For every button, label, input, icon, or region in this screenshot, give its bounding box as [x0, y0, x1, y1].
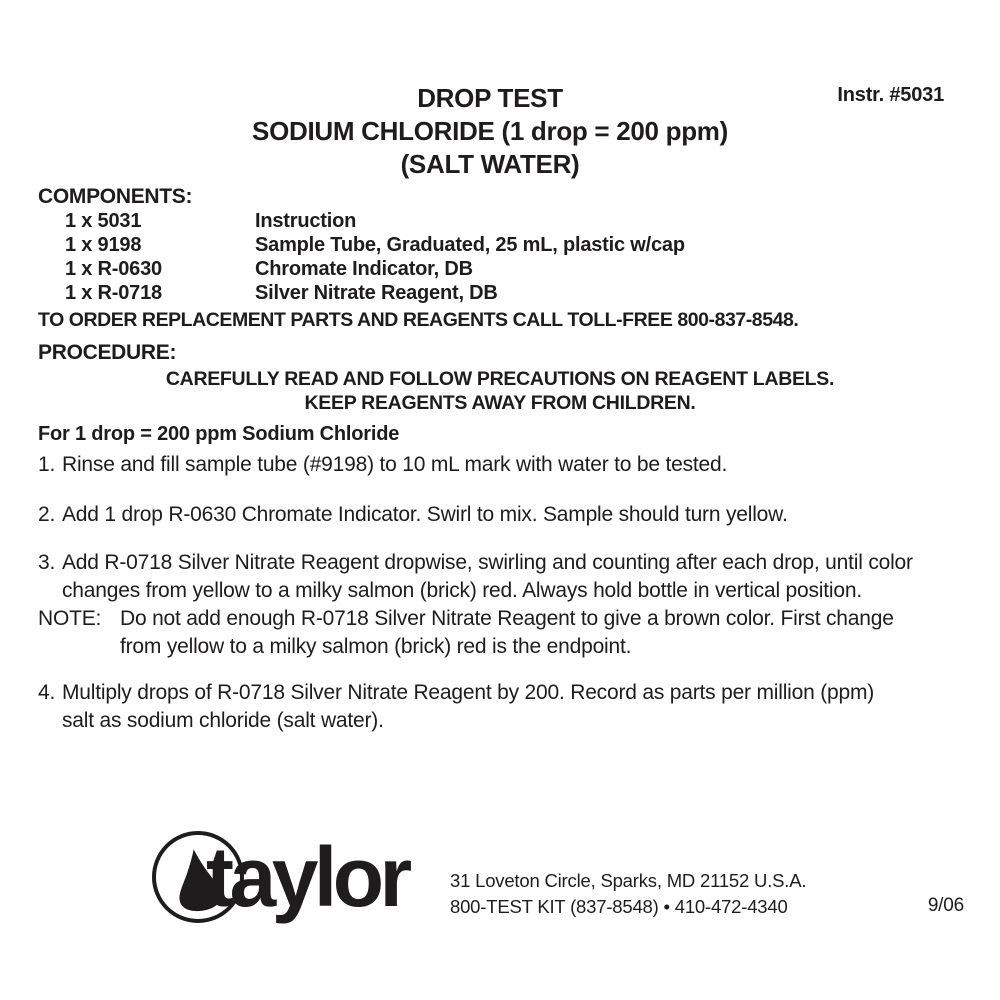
procedure-step-4: [38, 679, 962, 735]
title-line-3: (SALT WATER): [400, 149, 580, 179]
company-address: [450, 868, 806, 920]
components-heading: COMPONENTS:: [38, 185, 193, 208]
component-row: [65, 233, 962, 257]
component-desc: Instruction: [255, 210, 357, 232]
step-text: Add R-0718 Silver Nitrate Reagent dropwise, swirling and counting after each drop, until color changes from yellow to a milky salmon (brick) red. Always hold bottle in vertical position.: [62, 551, 913, 602]
document-footer: [0, 831, 1000, 971]
warning-line-1: CAREFULLY READ AND FOLLOW PRECAUTIONS ON REAGENT LABELS.: [165, 368, 835, 390]
step-text: Add 1 drop R-0630 Chromate Indicator. Swirl to mix. Sample should turn yellow.: [62, 503, 788, 526]
revision-date: 9/06: [927, 895, 964, 916]
component-qty: 1 x R-0718: [65, 282, 162, 304]
procedure-note: [38, 605, 962, 661]
title-line-2: SODIUM CHLORIDE (1 drop = 200 ppm): [252, 116, 728, 146]
component-row: [65, 257, 962, 281]
procedure-subheading: For 1 drop = 200 ppm Sodium Chloride: [38, 423, 400, 445]
step-number: 4.: [38, 681, 56, 704]
component-qty: 1 x 5031: [65, 210, 142, 232]
procedure-step-2: [38, 501, 962, 529]
components-section: [38, 185, 962, 305]
step-text: Rinse and fill sample tube (#9198) to 10 mL mark with water to be tested.: [62, 453, 728, 476]
procedure-heading: PROCEDURE:: [38, 341, 177, 364]
taylor-logo: [152, 831, 408, 923]
step-number: 2.: [38, 503, 56, 526]
component-row: [65, 209, 962, 233]
step-number: 3.: [38, 551, 56, 574]
component-desc: Chromate Indicator, DB: [255, 258, 473, 280]
note-label: NOTE:: [38, 607, 102, 630]
component-qty: 1 x R-0630: [65, 258, 162, 280]
component-qty: 1 x 9198: [65, 234, 142, 256]
logo-wordmark: taylor: [206, 830, 408, 924]
address-line-2: 800-TEST KIT (837-8548) • 410-472-4340: [450, 896, 788, 917]
component-desc: Silver Nitrate Reagent, DB: [255, 282, 498, 304]
warning-line-2: KEEP REAGENTS AWAY FROM CHILDREN.: [304, 392, 696, 414]
components-list: [38, 209, 962, 305]
procedure-step-3: [38, 549, 962, 605]
step-text: Multiply drops of R-0718 Silver Nitrate Reagent by 200. Record as parts per million (ppm) salt as sodium chloride (salt water).: [62, 681, 875, 732]
instruction-number: Instr. #5031: [837, 84, 944, 106]
component-row: [65, 281, 962, 305]
document-header: [38, 0, 962, 181]
note-text: Do not add enough R-0718 Silver Nitrate Reagent to give a brown color. First change from yellow to a milky salmon (brick) red is the endpoint.: [120, 607, 894, 658]
step-number: 1.: [38, 453, 56, 476]
component-desc: Sample Tube, Graduated, 25 mL, plastic w/cap: [255, 234, 685, 256]
address-line-1: 31 Loveton Circle, Sparks, MD 21152 U.S.A.: [450, 870, 807, 891]
title-line-1: DROP TEST: [417, 83, 563, 113]
procedure-step-1: [38, 451, 962, 479]
order-notice: TO ORDER REPLACEMENT PARTS AND REAGENTS CALL TOLL-FREE 800-837-8548.: [38, 309, 799, 331]
